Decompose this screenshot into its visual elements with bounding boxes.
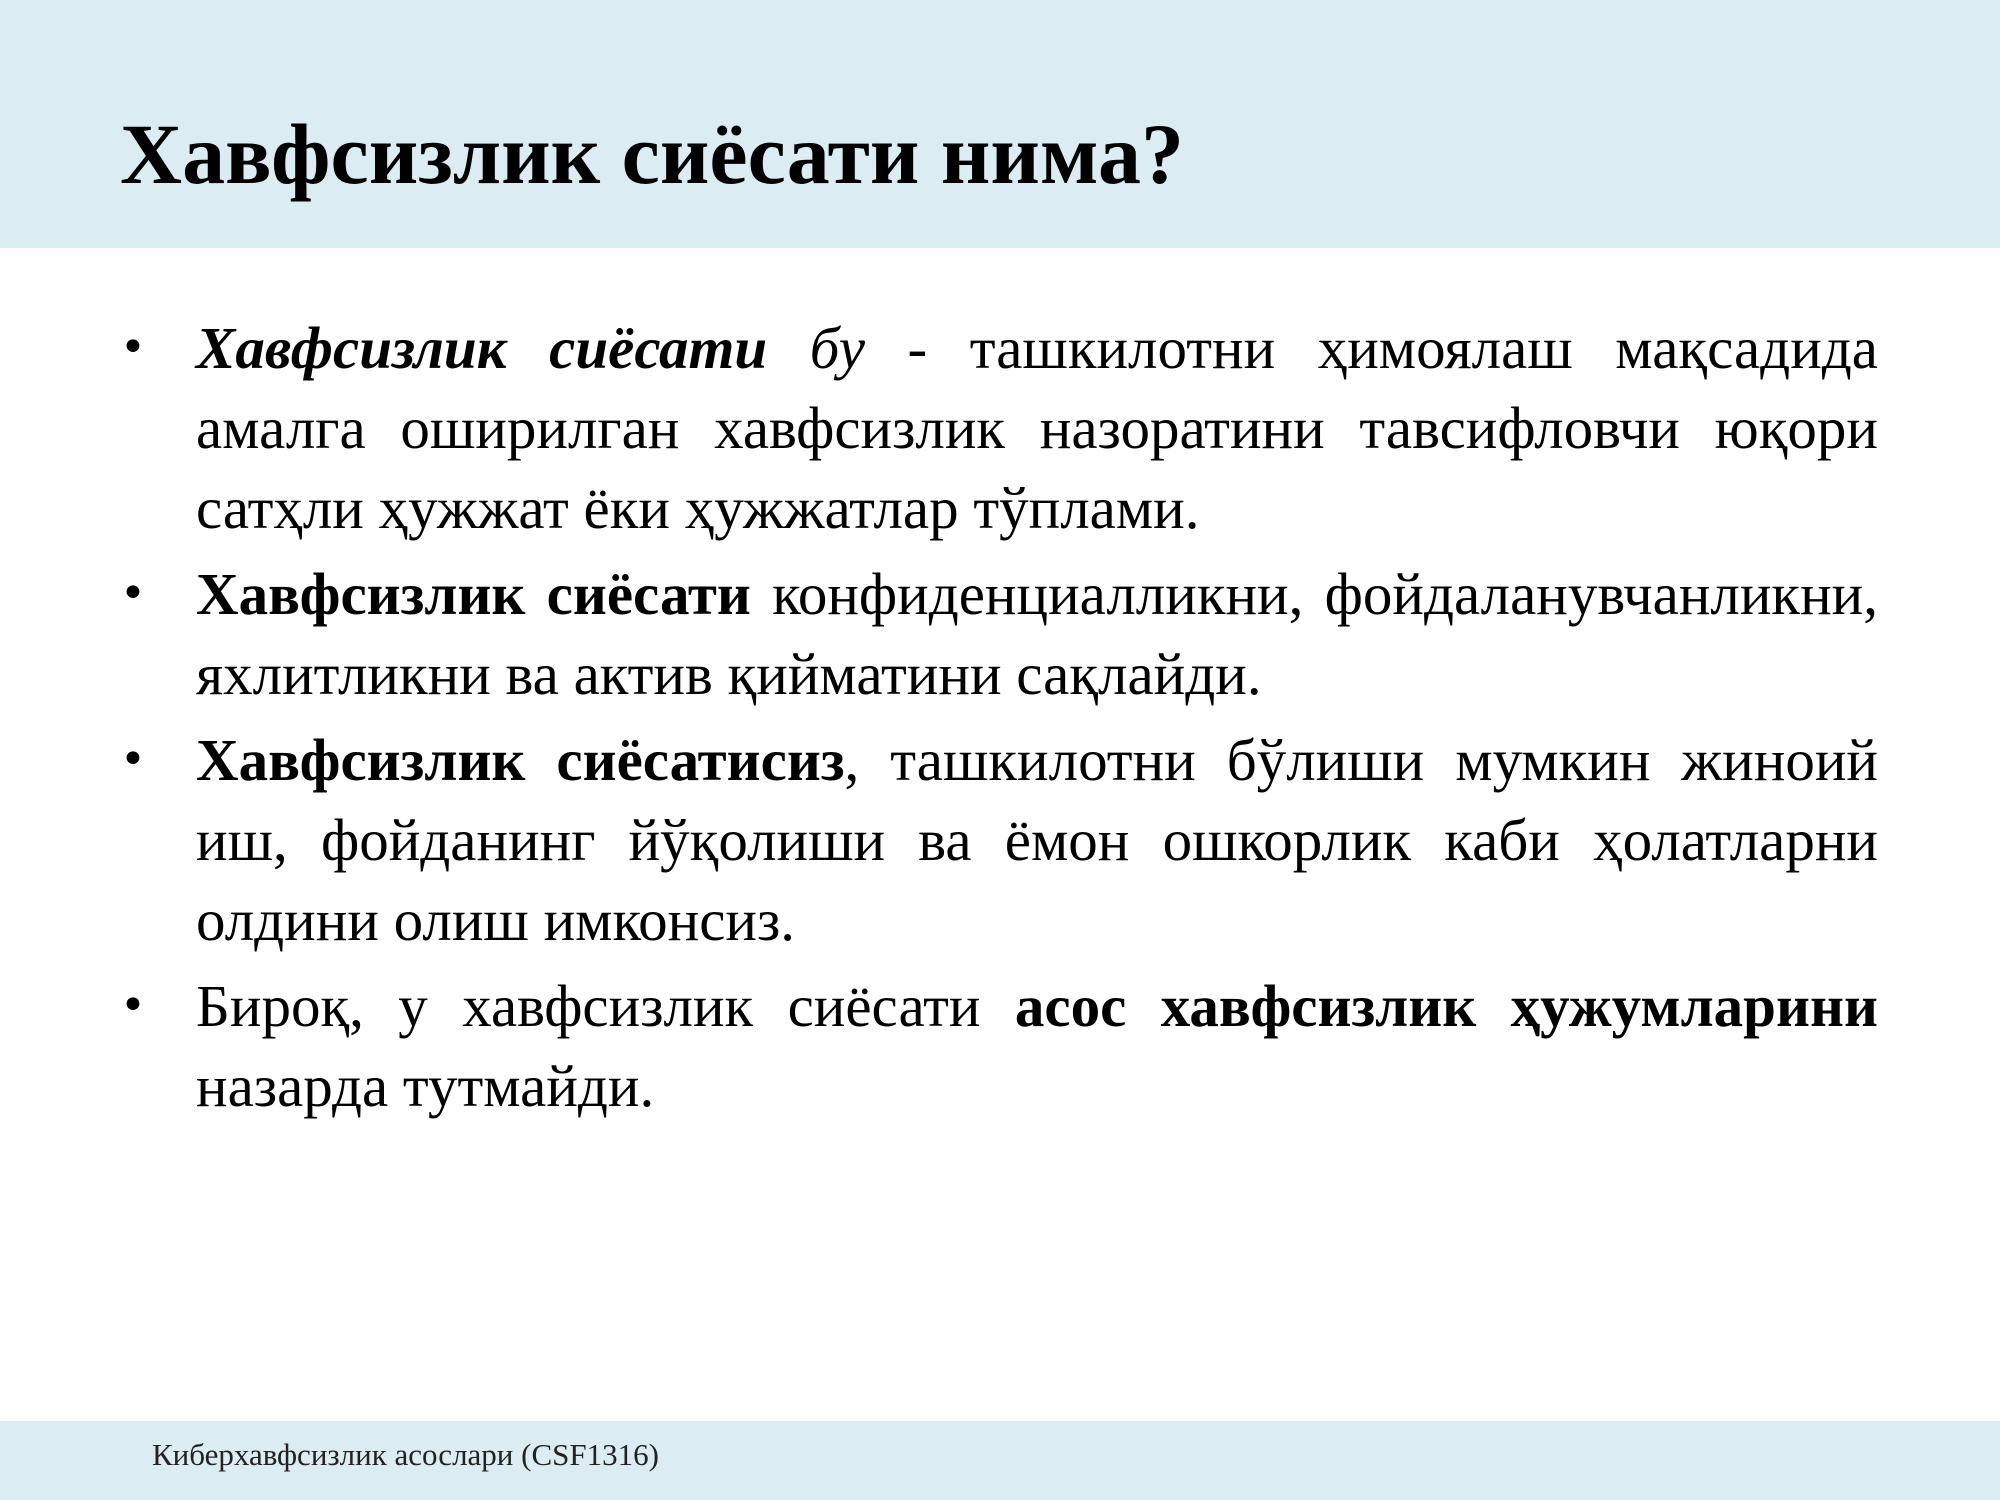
bullet-item-protection: [120, 554, 1878, 714]
bullet-list: [120, 308, 1878, 1126]
bullet-term: Хавфсизлик сиёсати: [196, 315, 768, 381]
bullet-text-after: назарда тутмайди.: [196, 1053, 655, 1119]
bullet-item-definition: [120, 308, 1878, 548]
bullet-text: , ташкилотни бўлиши мумкин жиноий иш, фойданинг йўқолиши ва ёмон ошкорлик каби ҳолатларни олдини олиш имконсиз.: [196, 727, 1878, 953]
bullet-term: Хавфсизлик сиёсатисиз: [196, 727, 845, 793]
bullet-term-suffix: бу: [767, 315, 865, 381]
bullet-term: Хавфсизлик сиёсати: [196, 561, 751, 627]
bullet-text: - ташкилотни ҳимоялаш мақсадида амалга оширилган хавфсизлик назоратини тавсифловчи юқори сатҳли ҳужжат ёки ҳужжатлар тўплами.: [196, 315, 1878, 541]
bullet-marker: •: [120, 734, 146, 785]
bullet-item-limitation: [120, 966, 1878, 1126]
bullet-marker: •: [120, 322, 146, 373]
slide-title: Хавфсизлик сиёсати нима?: [120, 106, 1184, 202]
bullet-marker: •: [120, 980, 146, 1031]
bullet-marker: •: [120, 568, 146, 619]
footer-course-label: Киберхавфсизлик асослари (CSF1316): [152, 1437, 659, 1472]
bullet-text-before: Бироқ, у хавфсизлик сиёсати: [196, 973, 1015, 1039]
bullet-item-without-policy: [120, 720, 1878, 960]
bullet-emphasis: асос хавфсизлик ҳужумларини: [1014, 973, 1878, 1039]
bullet-text: конфиденциалликни, фойдаланувчанликни, яхлитликни ва актив қийматини сақлайди.: [196, 561, 1878, 707]
